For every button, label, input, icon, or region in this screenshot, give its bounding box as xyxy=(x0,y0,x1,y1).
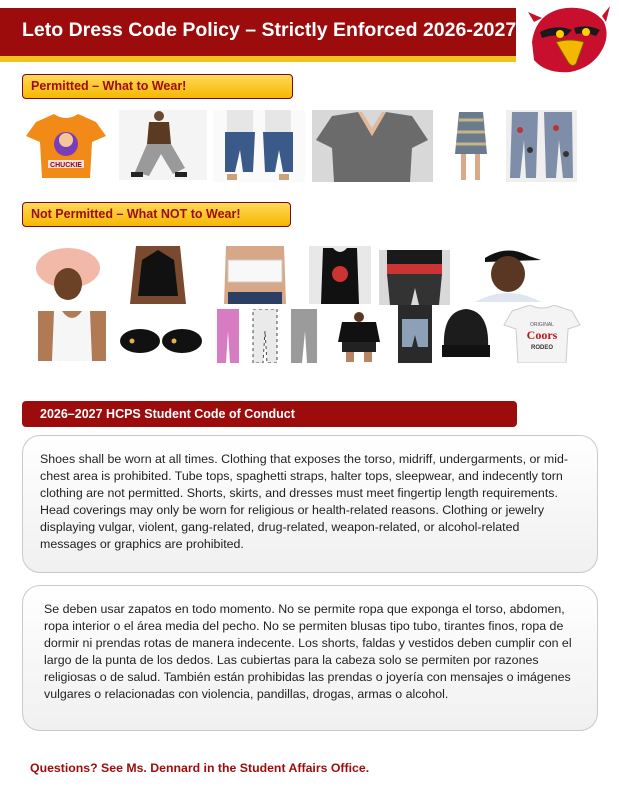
orange-graphic-tshirt-photo xyxy=(22,110,111,180)
gray-vneck-tshirt-photo xyxy=(312,110,433,182)
black-tshirt-shorts-photo xyxy=(326,312,392,362)
slippers-photo xyxy=(116,319,206,359)
orange-shirt-text: CHUCKIE xyxy=(50,162,82,169)
not-permitted-section-label: Not Permitted – What NOT to Wear! xyxy=(22,202,291,227)
red-hawk-mascot-icon xyxy=(526,2,612,76)
white-top-capri-jeans-photo xyxy=(213,110,305,182)
graphic-tank-top-photo xyxy=(309,246,371,304)
coors-rodeo-tshirt-photo xyxy=(502,305,581,363)
questions-footer: Questions? See Ms. Dennard in the Student Affairs Office. xyxy=(30,761,370,775)
policy-text-spanish xyxy=(22,585,598,731)
patterned-jeans-photo xyxy=(506,110,577,182)
pajama-pants-photo xyxy=(213,309,321,363)
white-tube-top-photo xyxy=(208,246,301,304)
torn-shorts-photo xyxy=(398,305,432,363)
code-of-conduct-header: 2026–2027 HCPS Student Code of Conduct xyxy=(22,401,517,427)
title-bar xyxy=(0,8,516,56)
black-halter-top-photo xyxy=(116,246,201,304)
policy-text-english xyxy=(22,435,598,573)
title-accent-stripe xyxy=(0,56,516,62)
permitted-section-label: Permitted – What to Wear! xyxy=(22,74,293,99)
policy-english-paragraph: Shoes shall be worn at all times. Clothing that exposes the torso, midriff, undergarments, or mid-chest area is prohibited. Tube tops, spaghetti straps, halter tops, sleepwear, and indecently torn clothing are not permitted. Shorts, skirts, and dresses must meet fingertip length requirements. Head coverings may only be worn for religious or health-related reasons. Clothing or jewelry displaying vulgar, violent, gang-related, drug-related, weapon-related, or alcohol-related messages or graphics are prohibited. xyxy=(40,452,568,551)
coors-shirt-line3: RODEO xyxy=(530,345,554,351)
white-tank-top-photo xyxy=(32,311,112,361)
policy-spanish-paragraph: Se deben usar zapatos en todo momento. No se permite ropa que exponga el torso, abdomen, ropa interior o el área media del pecho. No se permiten blusas tipo tubo, tirantes finos, ropa de dormir ni prendas rotas de manera indecente. Los shorts, faldas y vestidos deben cumplir con el largo de la punta de los dedos. Las cubiertas para la cabeza solo se permiten por razones religiosas o de salud. También están prohibidas las prendas o joyería con mensajes o imágenes vulgares o relacionadas con violencia, pandillas, drogas, armas o alcohol. xyxy=(44,602,572,701)
satin-bonnet-photo xyxy=(32,246,103,302)
brown-top-sweatpants-photo xyxy=(119,110,207,180)
coors-shirt-line2: Coors xyxy=(526,328,558,342)
page-title: Leto Dress Code Policy – Strictly Enforced 2026-2027 xyxy=(22,19,517,41)
man-in-cap-photo xyxy=(455,244,562,302)
black-beanie-photo xyxy=(436,305,495,363)
patterned-skirt-photo xyxy=(449,110,492,182)
coors-shirt-line1: ORIGINAL xyxy=(530,322,554,328)
sagging-pants-photo xyxy=(379,250,450,305)
